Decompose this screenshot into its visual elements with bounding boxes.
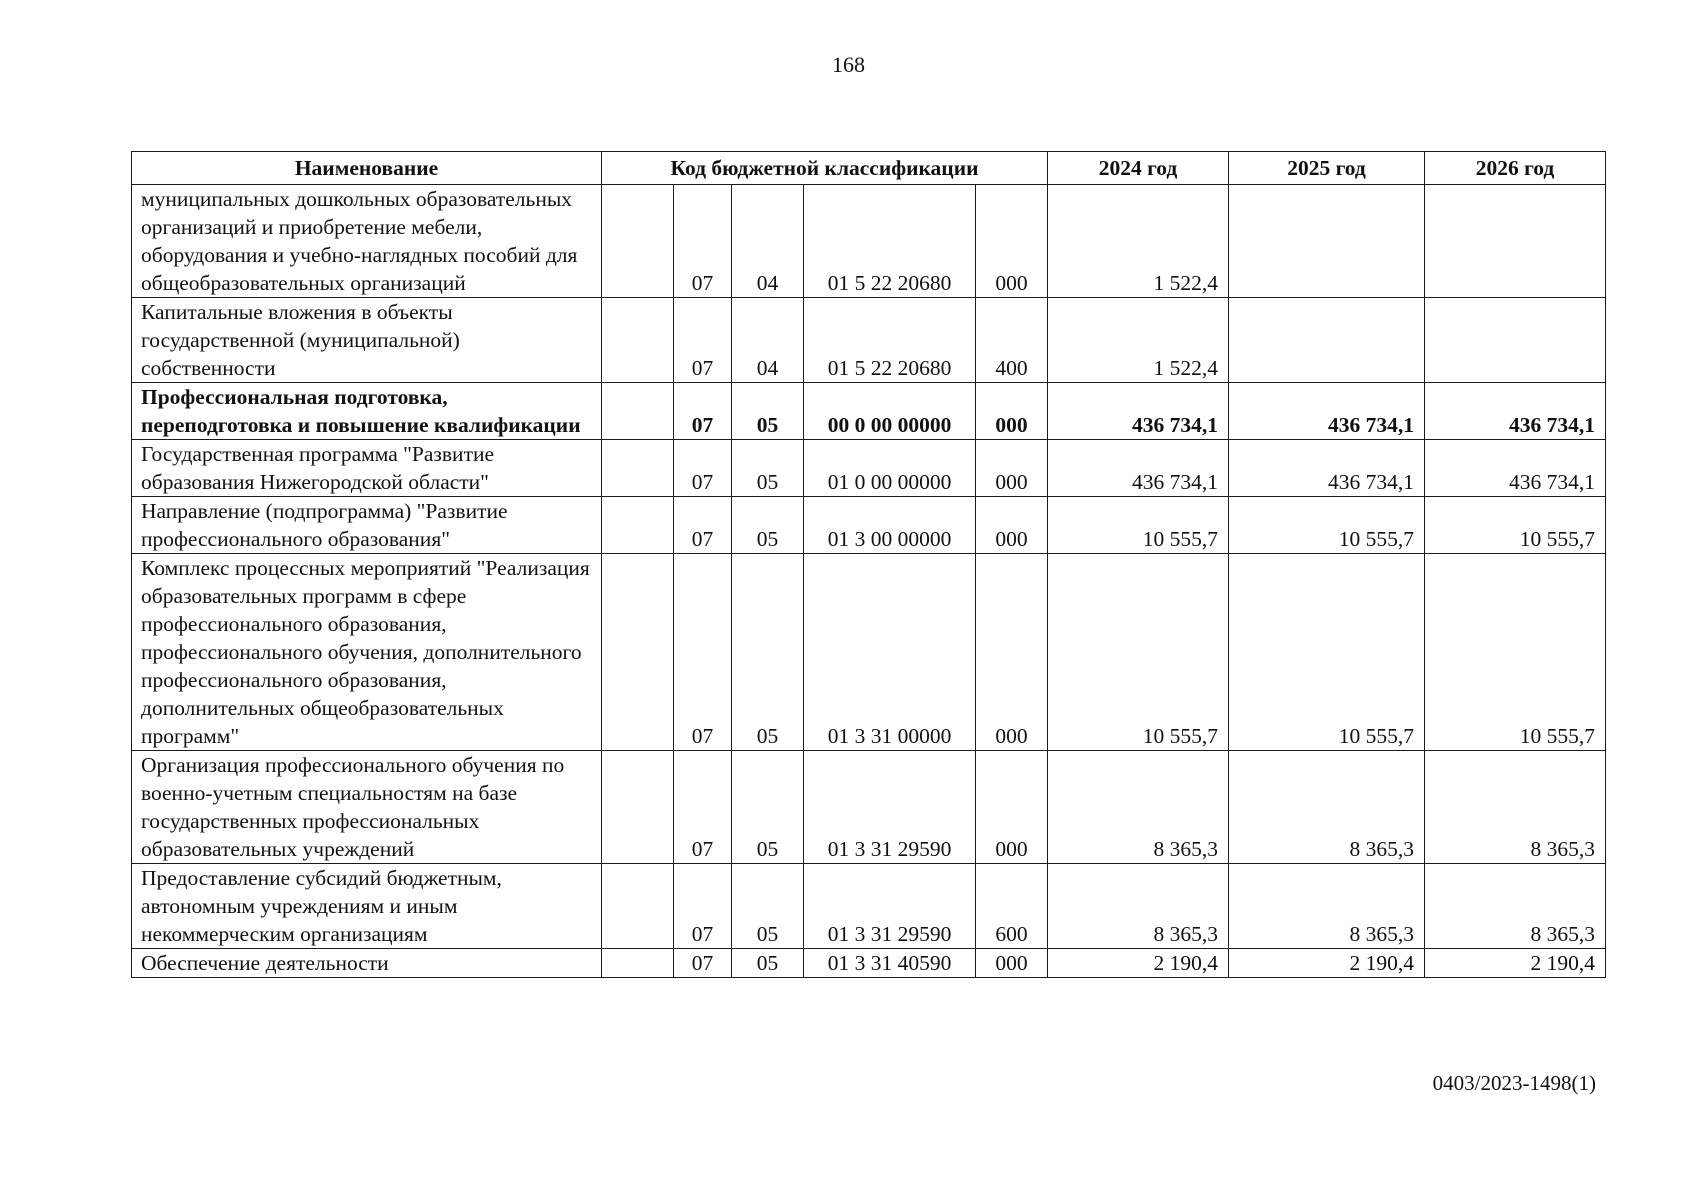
- row-blank-cell: [602, 751, 674, 864]
- header-row: [132, 152, 1606, 185]
- row-value-2026: 436 734,1: [1425, 383, 1606, 440]
- row-section: 07: [674, 497, 732, 554]
- row-target-code: 00 0 00 00000: [804, 383, 976, 440]
- row-value-2024: 2 190,4: [1048, 949, 1229, 978]
- row-blank-cell: [602, 298, 674, 383]
- row-value-2025: 8 365,3: [1229, 751, 1425, 864]
- row-value-2026: 10 555,7: [1425, 554, 1606, 751]
- table-row: [132, 185, 1606, 298]
- row-value-2025: [1229, 298, 1425, 383]
- row-section: 07: [674, 185, 732, 298]
- row-name: муниципальных дошкольных образовательных организаций и приобретение мебели, оборудования и учебно-наглядных пособий для общеобразовательных организаций: [132, 185, 602, 298]
- row-name: Профессиональная подготовка, переподготовка и повышение квалификации: [132, 383, 602, 440]
- header-name: Наименование: [132, 152, 602, 185]
- row-section: 07: [674, 864, 732, 949]
- table-row: [132, 383, 1606, 440]
- row-blank-cell: [602, 554, 674, 751]
- row-value-2024: 10 555,7: [1048, 554, 1229, 751]
- row-target-code: 01 3 31 40590: [804, 949, 976, 978]
- row-section: 07: [674, 751, 732, 864]
- row-expense-type: 000: [976, 185, 1048, 298]
- budget-table: [131, 151, 1606, 978]
- row-value-2026: 8 365,3: [1425, 864, 1606, 949]
- row-blank-cell: [602, 440, 674, 497]
- row-blank-cell: [602, 949, 674, 978]
- row-target-code: 01 5 22 20680: [804, 298, 976, 383]
- page-number: 168: [832, 52, 865, 77]
- row-subsection: 05: [732, 497, 804, 554]
- row-expense-type: 400: [976, 298, 1048, 383]
- row-value-2026: 2 190,4: [1425, 949, 1606, 978]
- row-expense-type: 000: [976, 383, 1048, 440]
- row-expense-type: 000: [976, 440, 1048, 497]
- header-code: Код бюджетной классификации: [602, 152, 1048, 185]
- row-blank-cell: [602, 185, 674, 298]
- row-value-2025: 436 734,1: [1229, 383, 1425, 440]
- row-name: Обеспечение деятельности: [132, 949, 602, 978]
- table-row: [132, 864, 1606, 949]
- row-name: Направление (подпрограмма) "Развитие профессионального образования": [132, 497, 602, 554]
- row-target-code: 01 3 31 29590: [804, 751, 976, 864]
- table-row: [132, 440, 1606, 497]
- row-expense-type: 000: [976, 497, 1048, 554]
- row-value-2025: 10 555,7: [1229, 497, 1425, 554]
- row-subsection: 05: [732, 440, 804, 497]
- row-value-2026: [1425, 298, 1606, 383]
- row-value-2026: 10 555,7: [1425, 497, 1606, 554]
- row-value-2026: 436 734,1: [1425, 440, 1606, 497]
- header-year-2025: 2025 год: [1229, 152, 1425, 185]
- row-value-2025: 436 734,1: [1229, 440, 1425, 497]
- row-section: 07: [674, 949, 732, 978]
- row-target-code: 01 3 31 29590: [804, 864, 976, 949]
- row-name: Капитальные вложения в объекты государственной (муниципальной) собственности: [132, 298, 602, 383]
- document-id: 0403/2023-1498(1): [1432, 1071, 1596, 1095]
- row-value-2025: 8 365,3: [1229, 864, 1425, 949]
- table-row: [132, 949, 1606, 978]
- header-year-2024: 2024 год: [1048, 152, 1229, 185]
- row-section: 07: [674, 554, 732, 751]
- row-target-code: 01 5 22 20680: [804, 185, 976, 298]
- row-target-code: 01 0 00 00000: [804, 440, 976, 497]
- row-target-code: 01 3 31 00000: [804, 554, 976, 751]
- row-subsection: 04: [732, 185, 804, 298]
- row-value-2024: 1 522,4: [1048, 185, 1229, 298]
- row-subsection: 05: [732, 949, 804, 978]
- row-value-2026: [1425, 185, 1606, 298]
- row-name: Организация профессионального обучения по военно-учетным специальностям на базе государственных профессиональных образовательных учреждений: [132, 751, 602, 864]
- table-row: [132, 298, 1606, 383]
- row-section: 07: [674, 383, 732, 440]
- row-value-2024: 436 734,1: [1048, 383, 1229, 440]
- row-blank-cell: [602, 864, 674, 949]
- row-expense-type: 000: [976, 554, 1048, 751]
- row-name: Комплекс процессных мероприятий "Реализация образовательных программ в сфере профессионального образования, профессионального обучения, дополнительного профессионального образования, дополнительных общеобразовательных программ": [132, 554, 602, 751]
- row-value-2025: 10 555,7: [1229, 554, 1425, 751]
- row-section: 07: [674, 440, 732, 497]
- row-subsection: 05: [732, 383, 804, 440]
- row-value-2024: 436 734,1: [1048, 440, 1229, 497]
- row-expense-type: 600: [976, 864, 1048, 949]
- row-subsection: 05: [732, 554, 804, 751]
- row-target-code: 01 3 00 00000: [804, 497, 976, 554]
- row-expense-type: 000: [976, 949, 1048, 978]
- row-expense-type: 000: [976, 751, 1048, 864]
- row-value-2024: 1 522,4: [1048, 298, 1229, 383]
- row-subsection: 04: [732, 298, 804, 383]
- row-subsection: 05: [732, 751, 804, 864]
- header-year-2026: 2026 год: [1425, 152, 1606, 185]
- table-row: [132, 751, 1606, 864]
- row-value-2024: 10 555,7: [1048, 497, 1229, 554]
- table-row: [132, 497, 1606, 554]
- table-row: [132, 554, 1606, 751]
- row-value-2024: 8 365,3: [1048, 864, 1229, 949]
- row-value-2026: 8 365,3: [1425, 751, 1606, 864]
- table-body: [132, 185, 1606, 978]
- row-value-2025: [1229, 185, 1425, 298]
- row-subsection: 05: [732, 864, 804, 949]
- row-section: 07: [674, 298, 732, 383]
- row-name: Государственная программа "Развитие образования Нижегородской области": [132, 440, 602, 497]
- row-blank-cell: [602, 383, 674, 440]
- row-value-2024: 8 365,3: [1048, 751, 1229, 864]
- row-name: Предоставление субсидий бюджетным, автономным учреждениям и иным некоммерческим организациям: [132, 864, 602, 949]
- row-value-2025: 2 190,4: [1229, 949, 1425, 978]
- row-blank-cell: [602, 497, 674, 554]
